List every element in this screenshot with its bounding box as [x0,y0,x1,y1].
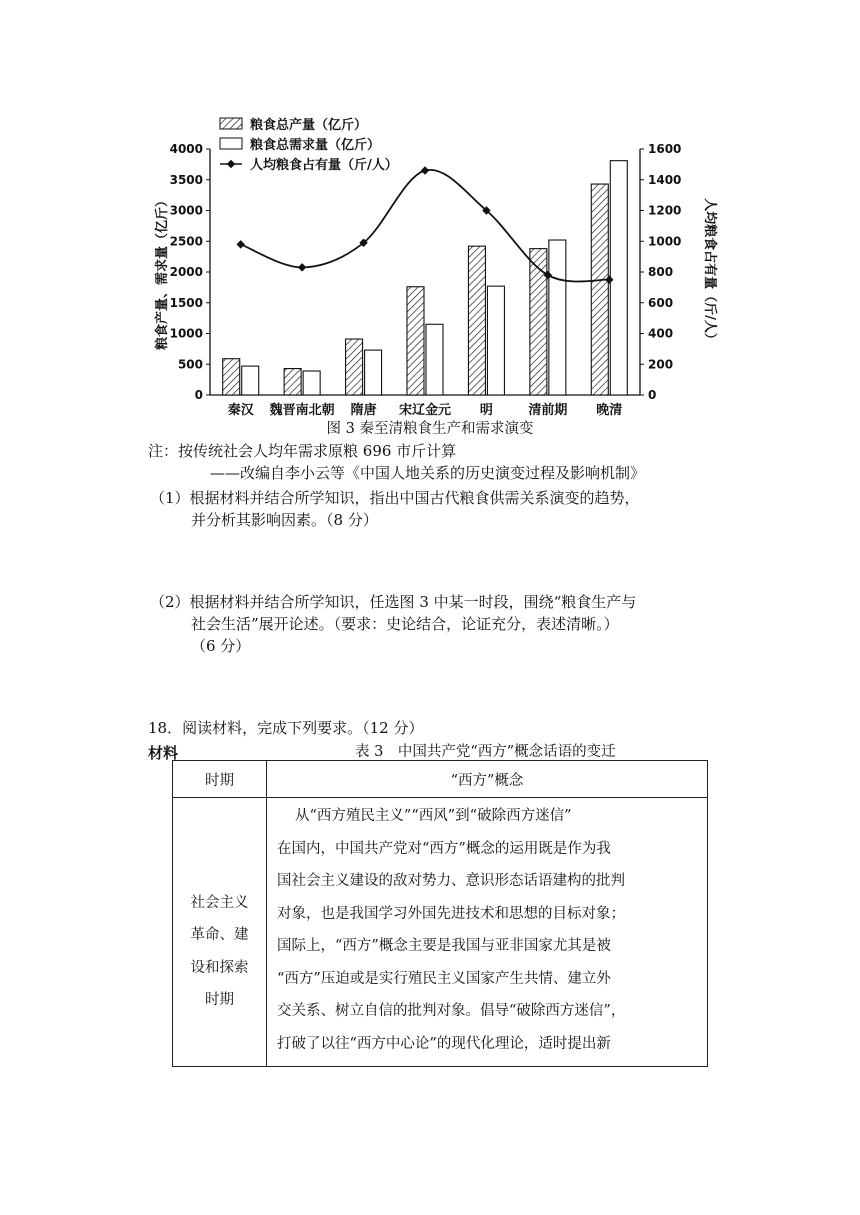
chart-source: ——改编自李小云等《中国人地关系的历史演变过程及影响机制》 [210,464,646,482]
legend-swatch-demand [220,138,242,149]
y-tick-label: 2500 [169,234,203,249]
chart-legend [220,117,398,173]
concept-heading: 从“西方殖民主义”“西风”到“破除西方迷信” [295,808,572,824]
demand-bar [242,366,259,395]
y-tick-label: 1500 [169,295,203,310]
y2-tick-label: 400 [648,326,674,341]
demand-bar [487,286,504,395]
chart-bars [223,161,628,395]
header-period: 时期 [173,761,267,798]
table-title: 表 3 中国共产党“西方”概念话语的变迁 [355,744,616,760]
material-label: 材料 [148,744,179,762]
demand-bar [365,350,382,395]
y-tick-label: 3000 [169,203,203,218]
production-bar [346,339,363,395]
y2-tick-label: 1000 [648,234,682,249]
period-line: 设和探索 [190,959,249,976]
y-axis-title: 粮食产量、需求量（亿斤） [155,193,170,351]
x-tick-label: 明 [479,403,493,418]
production-bar [468,246,485,395]
header-concept: “西方”概念 [267,761,708,798]
x-tick-label: 宋辽金元 [398,403,452,418]
demand-bar [549,240,566,395]
y2-tick-label: 1200 [648,203,682,218]
per-capita-point [421,166,429,174]
production-bar [591,184,608,395]
x-tick-label: 魏晋南北朝 [269,403,335,418]
chart-svg [140,112,720,422]
production-bar [530,249,547,395]
y2-tick-label: 600 [648,295,674,310]
legend-label: 粮食总需求量（亿斤） [250,138,381,153]
question-2-line-3: （6 分） [191,637,251,655]
legend-swatch-marker [227,160,235,168]
period-line: 时期 [205,992,234,1008]
x-tick-label: 秦汉 [227,403,254,418]
concept-line: 打破了以往“西方中心论”的现代化理论，适时提出新 [277,1035,611,1052]
y-tick-label: 1000 [169,326,203,341]
production-bar [223,359,240,395]
y-tick-label: 0 [194,388,203,402]
period-cell [173,798,267,1067]
concept-table [172,760,708,1067]
chart-note: 注：按传统社会人均年需求原粮 696 市斤计算 [148,442,457,460]
y-tick-label: 3500 [169,172,203,187]
concept-line: 国际上，“西方”概念主要是我国与亚非国家尤其是被 [277,938,611,954]
y-tick-label: 4000 [169,142,203,156]
production-bar [284,369,301,395]
y2-tick-label: 1400 [648,172,682,187]
table-row [173,798,708,1067]
question-1-line-2: 并分析其影响因素。（8 分） [191,511,378,529]
food-supply-demand-chart [140,112,720,422]
question-2-line-1: （2）根据材料并结合所学知识，任选图 3 中某一时段，围绕“粮食生产与 [150,593,637,611]
legend-label: 粮食总产量（亿斤） [250,118,368,133]
concept-line: 国社会主义建设的敌对势力、意识形态话语建构的批判 [277,873,625,889]
concept-line: 在国内，中国共产党对“西方”概念的运用既是作为我 [277,840,611,857]
x-tick-label: 清前期 [528,403,568,418]
demand-bar [610,161,627,395]
question-2-line-2: 社会生活”展开论述。（要求：史论结合，论证充分，表述清晰。） [191,615,619,633]
figure-caption: 图 3 秦至清粮食生产和需求演变 [326,421,534,437]
question-18-title: 18．阅读材料，完成下列要求。（12 分） [148,719,424,737]
period-line: 社会主义 [190,894,249,911]
y-tick-label: 500 [177,357,203,372]
y2-axis-title: 人均粮食占有量（斤/人） [702,198,717,346]
concept-line: 对象，也是我国学习外国先进技术和思想的目标对象； [277,905,625,922]
legend-swatch-production [220,118,242,129]
x-tick-label: 晚清 [596,403,623,418]
per-capita-point [298,263,306,271]
y2-tick-label: 0 [648,388,657,402]
production-bar [407,287,424,395]
legend-label: 人均粮食占有量（斤/人） [250,158,398,173]
per-capita-point [236,240,244,248]
concept-line: 交关系、树立自信的批判对象。倡导“破除西方迷信”， [277,1003,626,1019]
x-tick-label: 隋唐 [350,403,377,418]
y-tick-label: 2000 [169,265,203,279]
concept-cell [267,798,708,1067]
y2-tick-label: 1600 [648,142,682,156]
demand-bar [303,371,320,395]
y2-tick-label: 200 [648,357,674,372]
table-header-row [173,761,708,798]
demand-bar [426,324,443,395]
concept-line: “西方”压迫或是实行殖民主义国家产生共情、建立外 [277,970,611,987]
y2-tick-label: 800 [648,265,674,279]
question-1-line-1: （1）根据材料并结合所学知识，指出中国古代粮食供需关系演变的趋势， [150,489,640,507]
period-line: 革命、建 [190,927,249,943]
